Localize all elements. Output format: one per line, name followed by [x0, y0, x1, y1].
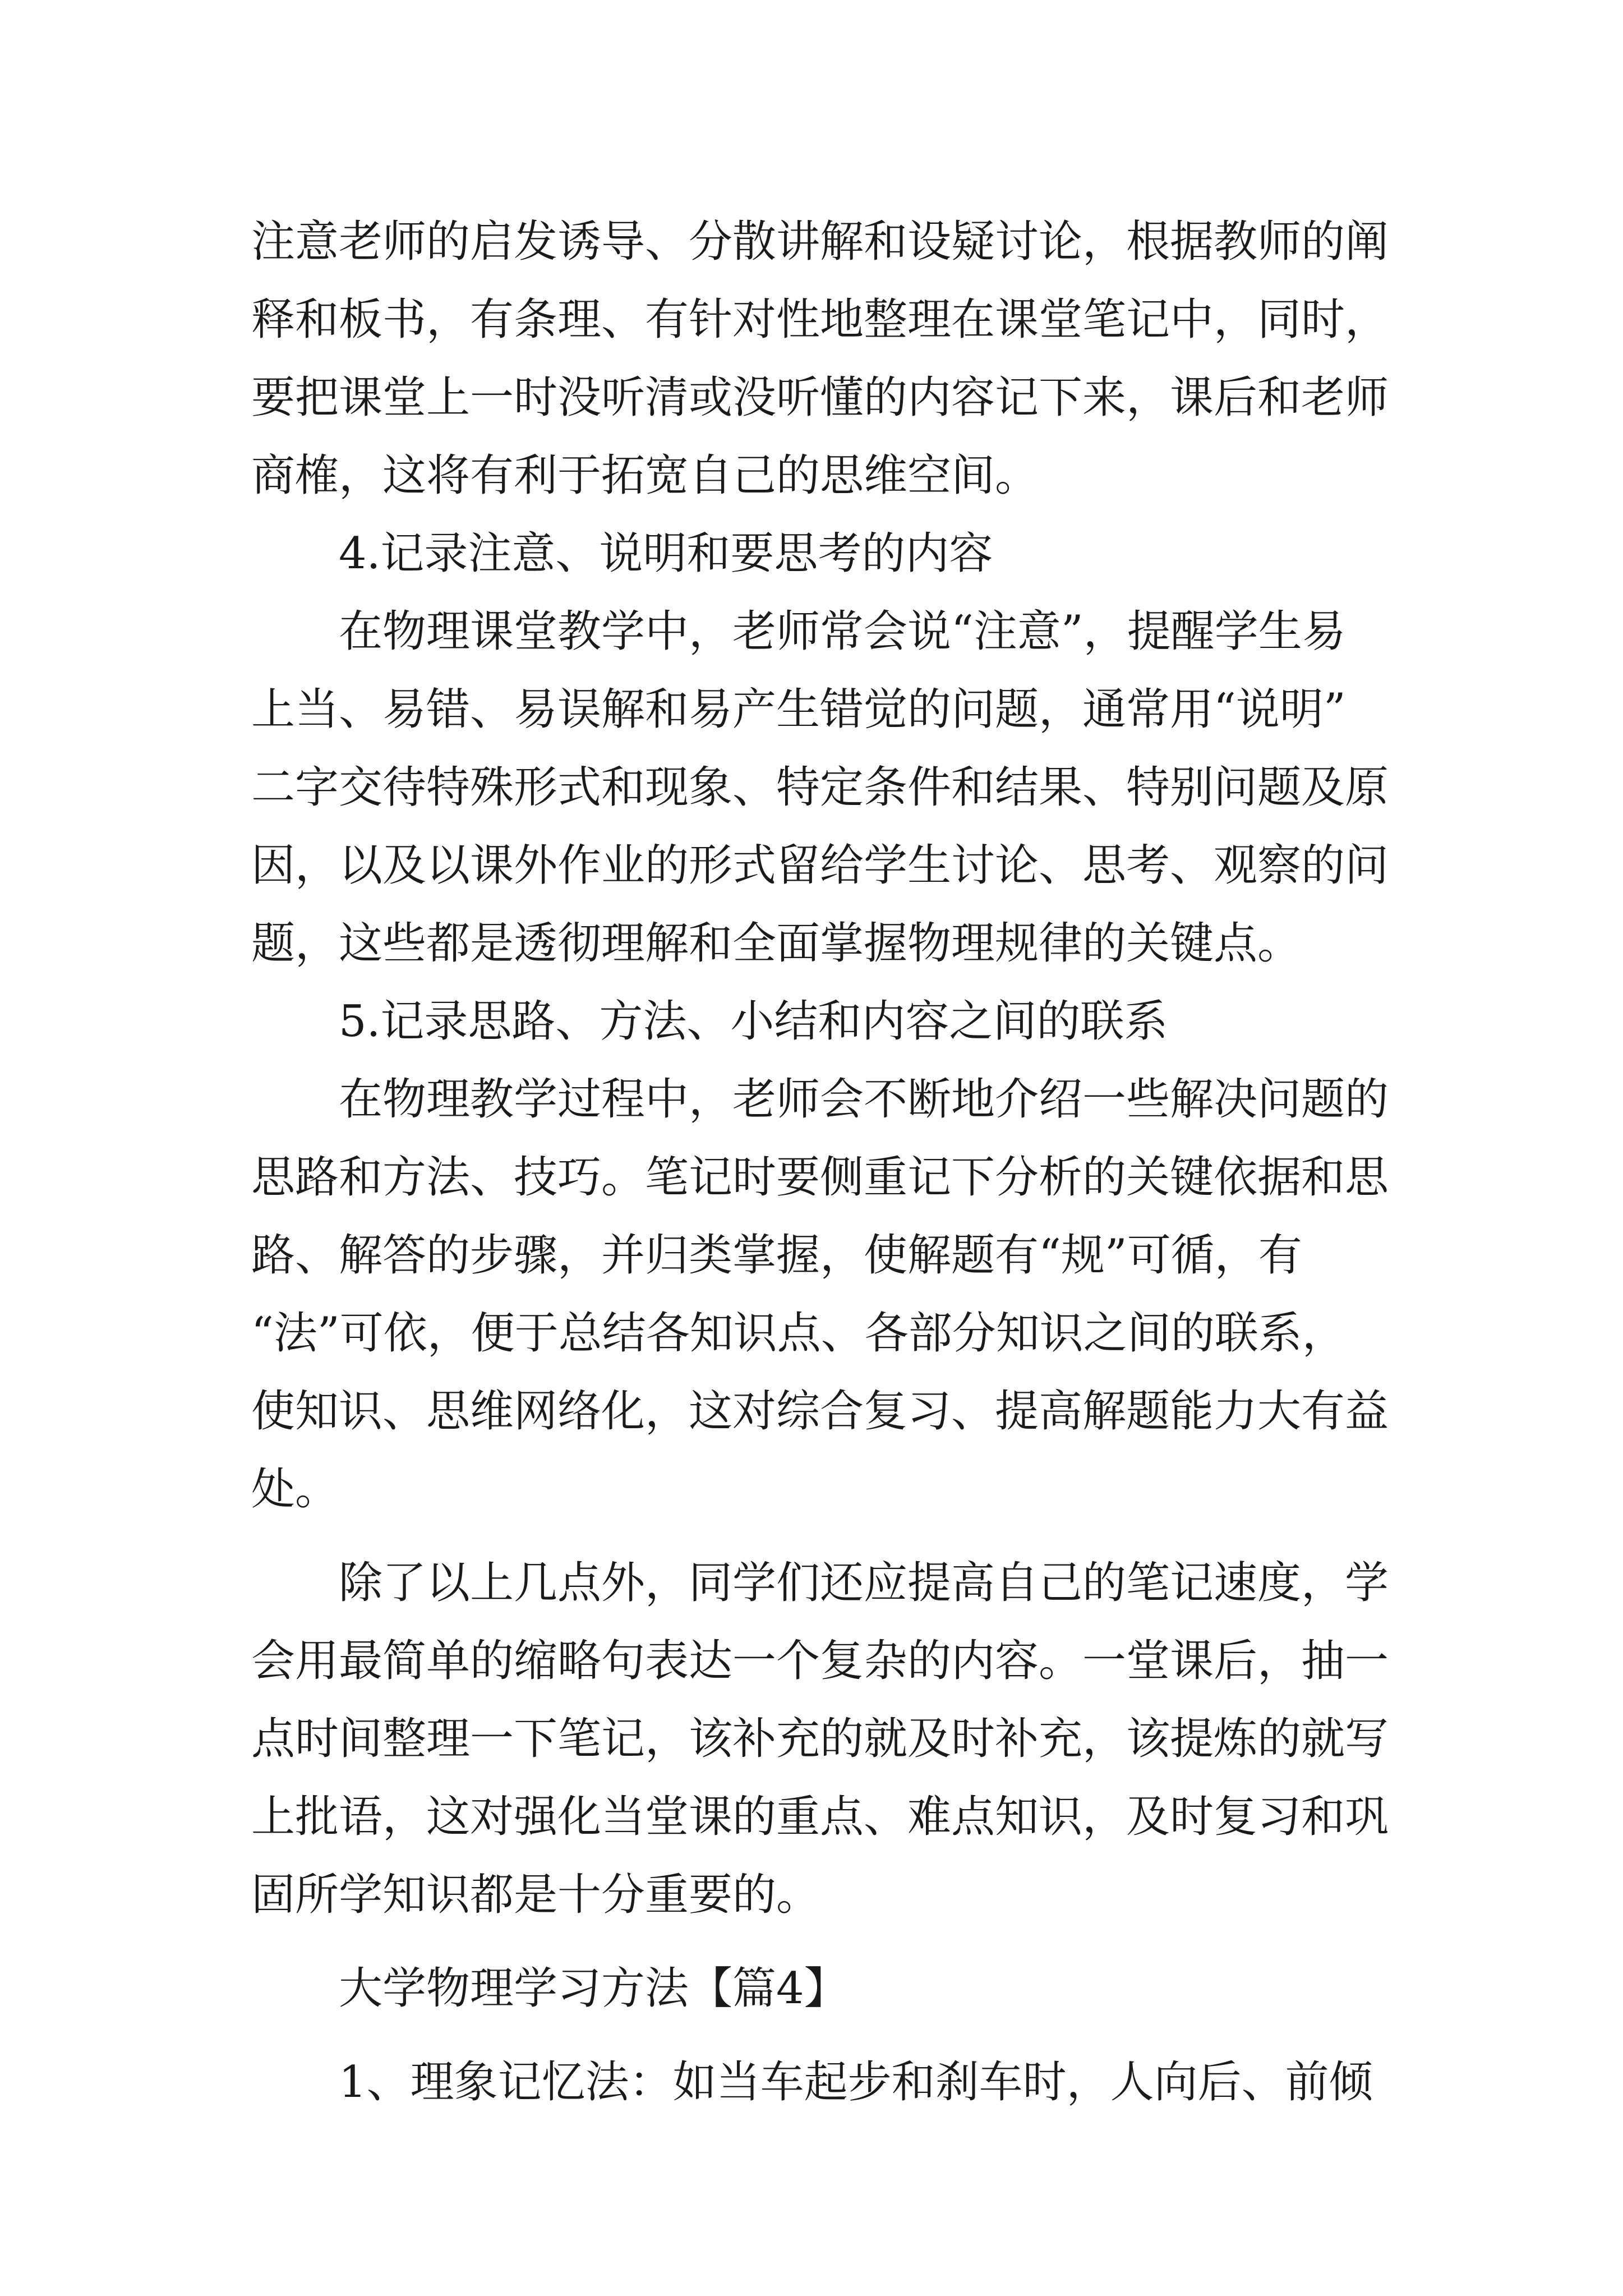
- paragraph-line: 上当、易错、易误解和易产生错觉的问题，通常用“说明”: [251, 684, 1346, 735]
- paragraph-line: 使知识、思维网络化，这对综合复习、提高解题能力大有益: [251, 1386, 1389, 1437]
- paragraph-line: 因，以及以课外作业的形式留给学生讨论、思考、观察的问: [251, 840, 1389, 891]
- document-body: [251, 203, 1389, 2122]
- paragraph-line: 固所学知识都是十分重要的。: [251, 1870, 820, 1920]
- paragraph-line: 要把课堂上一时没听清或没听懂的内容记下来，课后和老师: [251, 372, 1389, 423]
- paragraph-line: 1、理象记忆法：如当车起步和刹车时，人向后、前倾: [339, 2057, 1373, 2108]
- paragraph-line: 释和板书，有条理、有针对性地整理在课堂笔记中，同时，: [251, 295, 1389, 345]
- section-heading-4: 4.记录注意、说明和要思考的内容: [339, 528, 993, 579]
- paragraph-line: 路、解答的步骤，并归类掌握，使解题有“规”可循，有: [251, 1230, 1302, 1281]
- paragraph-line: 会用最简单的缩略句表达一个复杂的内容。一堂课后，抽一: [251, 1636, 1389, 1686]
- paragraph-line: “法”可依，便于总结各知识点、各部分知识之间的联系，: [251, 1308, 1346, 1359]
- article-heading: 大学物理学习方法【篇4】: [339, 1963, 848, 2014]
- paragraph-line: 注意老师的启发诱导、分散讲解和设疑讨论，根据教师的阐: [251, 217, 1389, 267]
- paragraph-line: 在物理课堂教学中，老师常会说“注意”，提醒学生易: [339, 606, 1346, 657]
- paragraph-line: 处。: [251, 1464, 339, 1515]
- paragraph-line: 商榷，这将有利于拓宽自己的思维空间。: [251, 450, 1039, 501]
- section-heading-5: 5.记录思路、方法、小结和内容之间的联系: [339, 996, 1168, 1047]
- paragraph-line: 在物理教学过程中，老师会不断地介绍一些解决问题的: [339, 1074, 1389, 1125]
- paragraph-line: 上批语，这对强化当堂课的重点、难点知识，及时复习和巩: [251, 1792, 1389, 1842]
- paragraph-line: 思路和方法、技巧。笔记时要侧重记下分析的关键依据和思: [251, 1152, 1389, 1203]
- paragraph-line: 除了以上几点外，同学们还应提高自己的笔记速度，学: [339, 1558, 1389, 1608]
- paragraph-line: 点时间整理一下笔记，该补充的就及时补充，该提炼的就写: [251, 1714, 1389, 1764]
- paragraph-line: 题，这些都是透彻理解和全面掌握物理规律的关键点。: [251, 918, 1302, 969]
- paragraph-line: 二字交待特殊形式和现象、特定条件和结果、特别问题及原: [251, 762, 1389, 813]
